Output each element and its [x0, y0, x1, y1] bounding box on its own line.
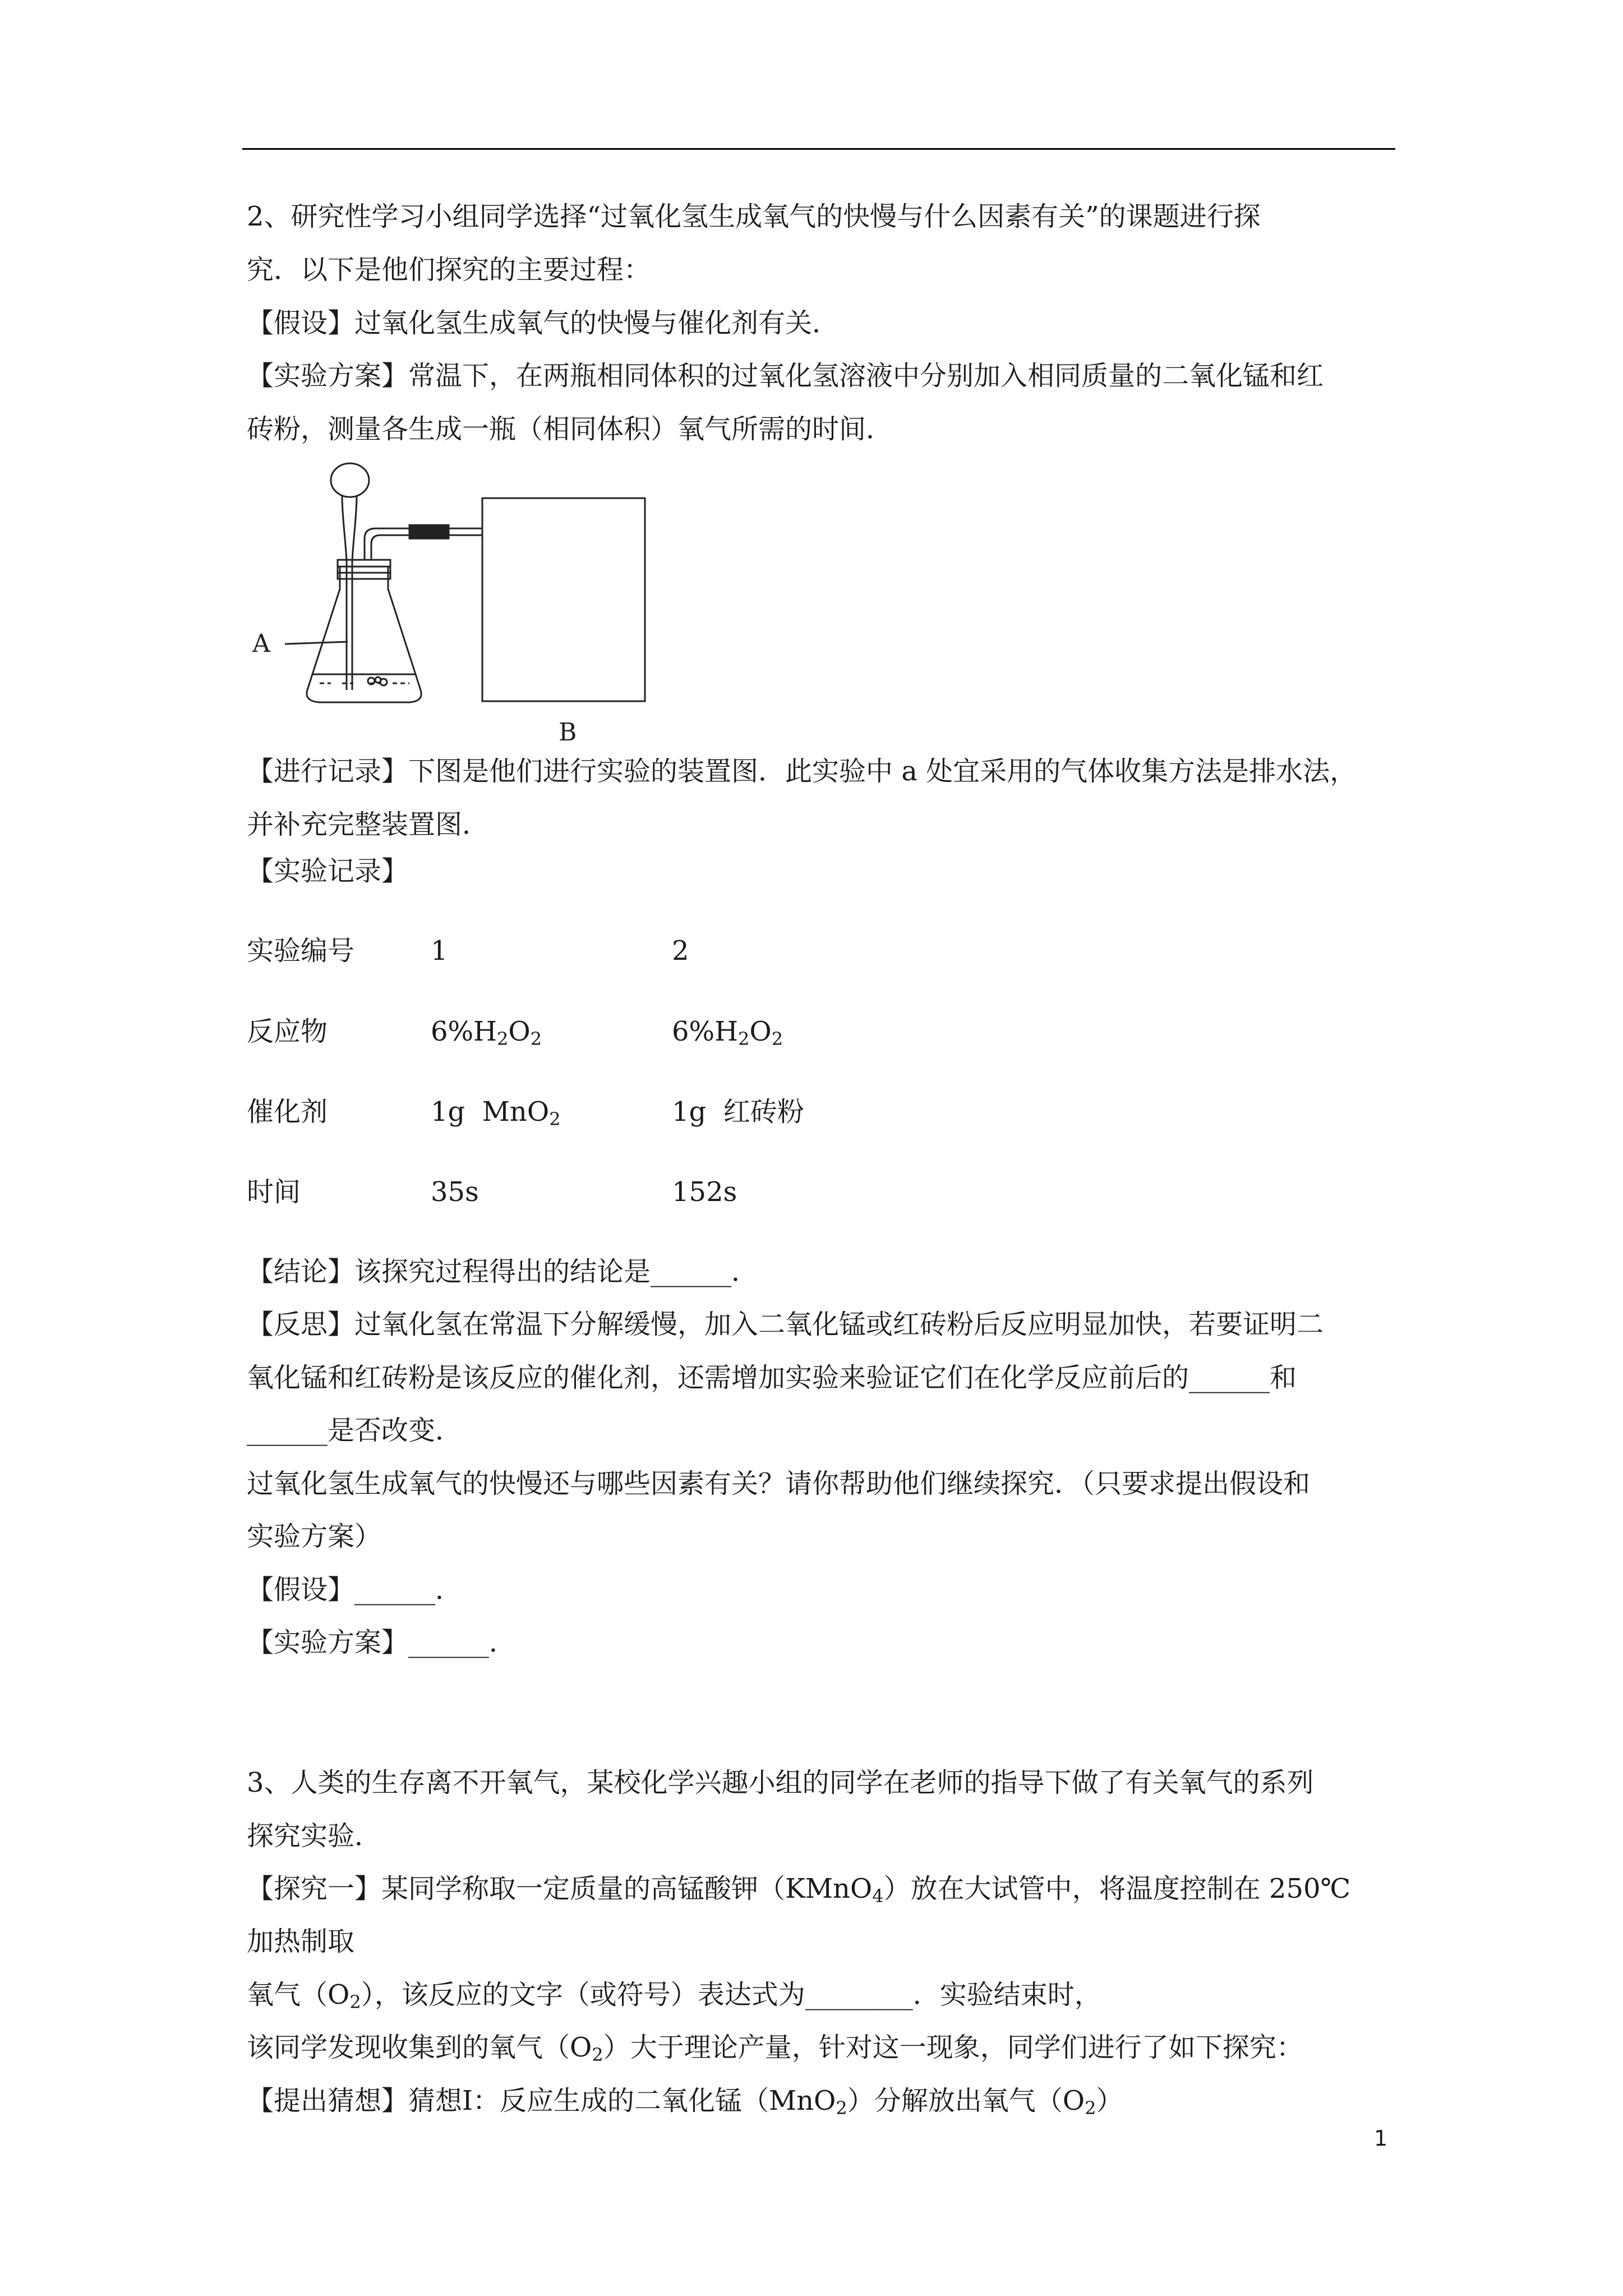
q2-plan-line1: 【实验方案】常温下，在两瓶相同体积的过氧化氢溶液中分别加入相同质量的二氧化锰和红 [247, 360, 1324, 392]
q3-explore-line2: 加热制取 [247, 1926, 355, 1957]
table-row-label: 实验编号 [247, 935, 355, 967]
collection-box-b [482, 498, 645, 701]
table-cell: $6\%H_2O_2$ [672, 1016, 783, 1050]
q3-found-line: 该同学发现收集到的氧气$(O_2)$大于理论产量，针对这一现象，同学们进行了如下探究： [247, 2032, 1303, 2065]
q2-reflect-line3: ______是否改变． [247, 1415, 463, 1446]
funnel-stem [342, 496, 357, 690]
q3-intro-line2: 探究实验． [247, 1820, 382, 1852]
conical-flask [307, 567, 421, 702]
table-cell: 1g MnO$_2$ [431, 1096, 561, 1130]
q2-intro-line2: 究．以下是他们探究的主要过程： [247, 254, 651, 286]
label-a-pointer [285, 642, 348, 644]
label-a: A [252, 629, 270, 658]
q2-plan-blank: 【实验方案】______． [247, 1627, 517, 1658]
q2-conclusion: 【结论】该探究过程得出的结论是______． [247, 1256, 759, 1287]
q2-reflect-line2: 氧化锰和红砖粉是该反应的催化剂，还需增加实验来验证它们在化学反应前后的______和 [247, 1362, 1297, 1393]
table-cell: 152s [672, 1176, 737, 1208]
table-cell: $6\%H_2O_2$ [431, 1016, 542, 1050]
q3-guess-line: 【提出猜想】猜想Ⅰ：反应生成的二氧化锰（MnO$_2$）分解放出氧气$(O_2)$ [247, 2085, 1123, 2119]
table-row-label: 反应物 [247, 1016, 328, 1047]
q2-hypothesis-blank: 【假设】______． [247, 1574, 463, 1605]
table-row-label: 催化剂 [247, 1096, 328, 1128]
apparatus-figure [241, 454, 667, 746]
table-cell: 35s [431, 1176, 479, 1208]
header-rule [242, 148, 1395, 150]
q2-intro-line1: 2、研究性学习小组同学选择“过氧化氢生成氧气的快慢与什么因素有关”的课题进行探 [247, 201, 1261, 232]
table-cell: 1g 红砖粉 [672, 1096, 804, 1128]
table-cell: 2 [672, 935, 689, 967]
stopper [338, 560, 390, 579]
page-number: 1 [1374, 2126, 1388, 2151]
q3-explore-line1: 【探究一】某同学称取一定质量的高锰酸钾（KMnO$_4$）放在大试管中，将温度控制在 250℃ [247, 1873, 1351, 1907]
q2-record-title: 【实验记录】 [247, 855, 409, 887]
funnel-bulb [331, 463, 369, 497]
q2-reflect-line1: 【反思】过氧化氢在常温下分解缓慢，加入二氧化锰或红砖粉后反应明显加快，若要证明二 [247, 1309, 1324, 1340]
table-cell: 1 [431, 935, 448, 967]
q2-hypothesis: 【假设】过氧化氢生成氧气的快慢与催化剂有关． [247, 307, 840, 339]
label-b: B [559, 718, 577, 746]
q2-record-line2: 并补充完整装置图． [247, 809, 490, 840]
q3-intro-line1: 3、人类的生存离不开氧气，某校化学兴趣小组的同学在老师的指导下做了有关氧气的系列 [247, 1767, 1314, 1798]
q2-record-line1: 【进行记录】下图是他们进行实验的装置图．此实验中 a 处宜采用的气体收集方法是排水法， [247, 756, 1357, 787]
q2-further-line1: 过氧化氢生成氧气的快慢还与哪些因素有关？请你帮助他们继续探究．（只要求提出假设和 [247, 1468, 1311, 1499]
q2-plan-line2: 砖粉，测量各生成一瓶（相同体积）氧气所需的时间． [247, 413, 893, 445]
q2-further-line2: 实验方案） [247, 1521, 382, 1552]
rubber-connector [409, 525, 449, 539]
q3-oxygen-line: 氧气$(O_2)$，该反应的文字（或符号）表达式为________．实验结束时， [247, 1979, 1101, 2013]
table-row-label: 时间 [247, 1176, 301, 1208]
